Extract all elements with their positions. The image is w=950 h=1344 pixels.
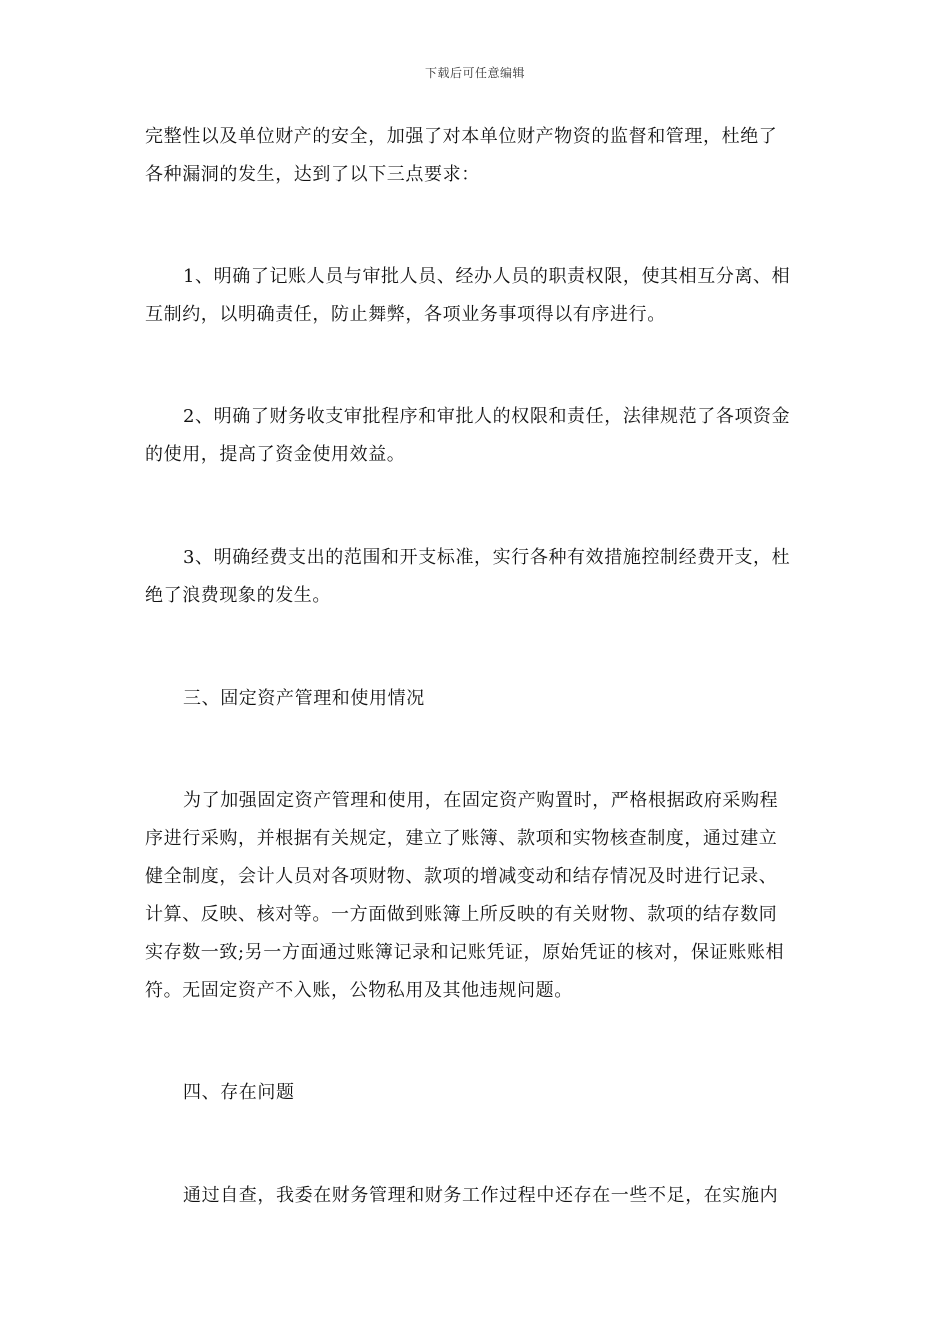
item3-line-1: 3、明确经费支出的范围和开支标准，实行各种有效措施控制经费开支，杜 — [183, 547, 791, 568]
item1-line-2: 互制约，以明确责任，防止舞弊，各项业务事项得以有序进行。 — [145, 304, 666, 325]
item2-line-2: 的使用，提高了资金使用效益。 — [145, 444, 406, 465]
section3-line-6: 符。无固定资产不入账，公物私用及其他违规问题。 — [145, 980, 573, 1001]
section3-line-2: 序进行采购，并根据有关规定，建立了账簿、款项和实物核查制度，通过建立 — [145, 828, 778, 849]
item2-line-1: 2、明确了财务收支审批程序和审批人的权限和责任，法律规范了各项资金 — [183, 406, 791, 427]
section3-heading: 三、固定资产管理和使用情况 — [183, 688, 425, 709]
intro-line-1: 完整性以及单位财产的安全，加强了对本单位财产物资的监督和管理，杜绝了 — [145, 126, 778, 147]
section3-line-1: 为了加强固定资产管理和使用，在固定资产购置时，严格根据政府采购程 — [183, 790, 779, 811]
intro-line-2: 各种漏洞的发生，达到了以下三点要求： — [145, 164, 480, 185]
section3-line-3: 健全制度，会计人员对各项财物、款项的增减变动和结存情况及时进行记录、 — [145, 866, 778, 887]
section3-line-5: 实存数一致;另一方面通过账簿记录和记账凭证，原始凭证的核对，保证账账相 — [145, 942, 785, 963]
item3-line-2: 绝了浪费现象的发生。 — [145, 585, 331, 606]
section4-heading: 四、存在问题 — [183, 1082, 295, 1103]
item1-line-1: 1、明确了记账人员与审批人员、经办人员的职责权限，使其相互分离、相 — [183, 266, 791, 287]
page-header: 下载后可任意编辑 — [424, 66, 525, 80]
section4-line-1: 通过自查，我委在财务管理和财务工作过程中还存在一些不足，在实施内 — [183, 1185, 779, 1206]
section3-line-4: 计算、反映、核对等。一方面做到账簿上所反映的有关财物、款项的结存数同 — [145, 904, 778, 925]
